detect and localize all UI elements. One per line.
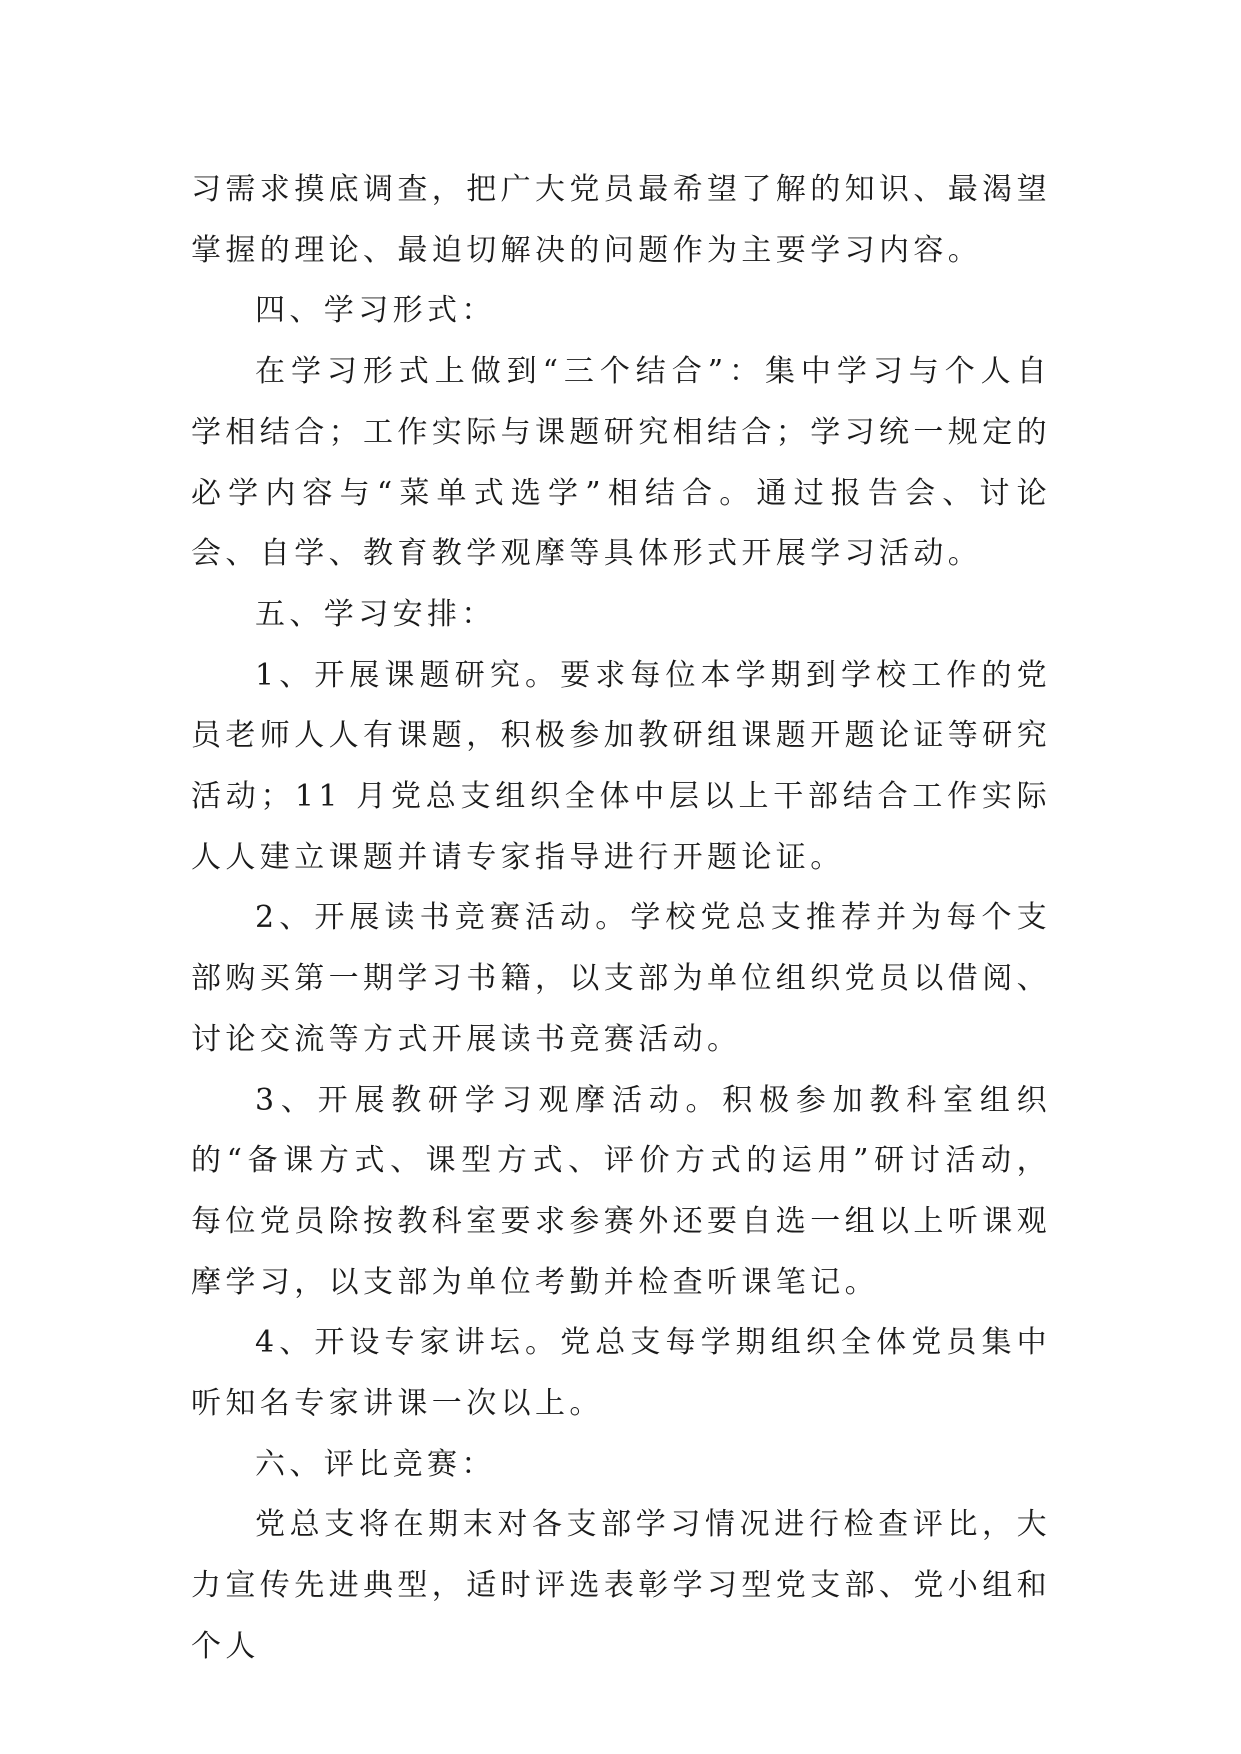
paragraph-item-4: 4、开设专家讲坛。党总支每学期组织全体党员集中听知名专家讲课一次以上。	[191, 1325, 1051, 1422]
paragraph-item-2: 2、开展读书竞赛活动。学校党总支推荐并为每个支部购买第一期学习书籍，以支部为单位组织党员以借阅、讨论交流等方式开展读书竞赛活动。	[191, 900, 1051, 1057]
paragraph-continuation: 习需求摸底调查，把广大党员最希望了解的知识、最渴望掌握的理论、最迫切解决的问题作为主要学习内容。	[191, 172, 1051, 268]
document-body	[191, 160, 1051, 1678]
section-heading-four: 四、学习形式：	[255, 293, 496, 329]
paragraph-item-3: 3、开展教研学习观摩活动。积极参加教科室组织的“备课方式、课型方式、评价方式的运用”研讨活动，每位党员除按教科室要求参赛外还要自选一组以上听课观摩学习，以支部为单位考勤并检查听课笔记。	[191, 1082, 1051, 1300]
section-heading-five: 五、学习安排：	[255, 596, 496, 632]
paragraph-evaluation: 党总支将在期末对各支部学习情况进行检查评比，大力宣传先进典型，适时评选表彰学习型党支部、党小组和个人	[191, 1507, 1051, 1664]
paragraph-study-form: 在学习形式上做到“三个结合”：集中学习与个人自学相结合；工作实际与课题研究相结合；学习统一规定的必学内容与“菜单式选学”相结合。通过报告会、讨论会、自学、教育教学观摩等具体形式开展学习活动。	[191, 354, 1051, 572]
section-heading-six: 六、评比竞赛：	[255, 1446, 496, 1482]
paragraph-item-1: 1、开展课题研究。要求每位本学期到学校工作的党员老师人人有课题，积极参加教研组课题开题论证等研究活动；11 月党总支组织全体中层以上干部结合工作实际人人建立课题并请专家指导进行开题论证。	[191, 657, 1051, 875]
